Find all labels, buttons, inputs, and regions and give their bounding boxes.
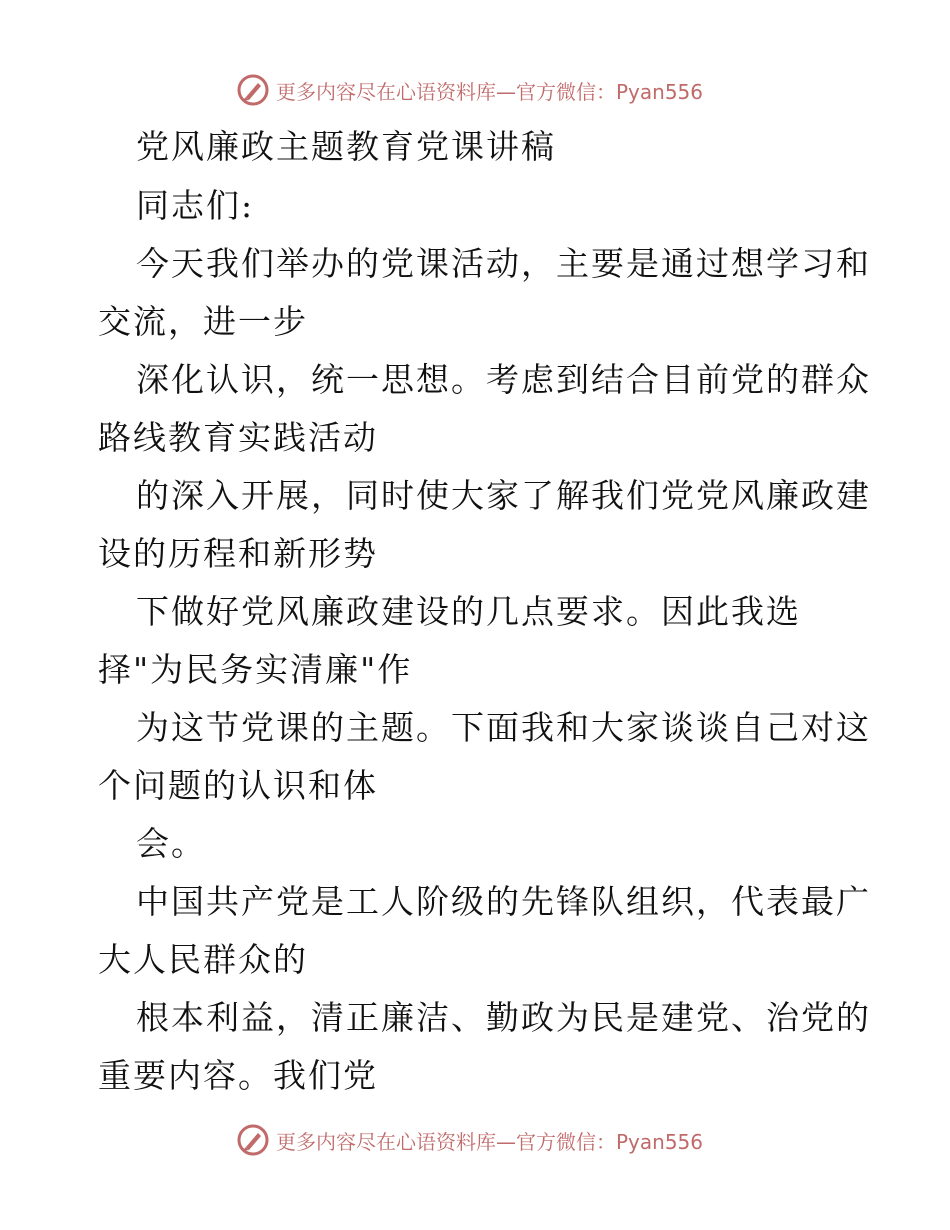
- paragraph-line: 下做好党风廉政建设的几点要求。因此我选: [136, 592, 801, 631]
- paragraph-line: 根本利益，清正廉洁、勤政为民是建党、治党的: [136, 998, 871, 1037]
- paragraph-line: 设的历程和新形势: [98, 534, 378, 573]
- pen-logo-icon: [236, 73, 270, 107]
- paragraph-line: 择"为民务实清廉"作: [98, 650, 413, 689]
- paragraph-line: 重要内容。我们党: [98, 1056, 378, 1095]
- paragraph-line: 个问题的认识和体: [98, 766, 378, 805]
- watermark-banner-top: [236, 72, 703, 108]
- watermark-text: 更多内容尽在心语资料库—官方微信：Pyan556: [276, 1129, 704, 1154]
- paragraph-line: 为这节党课的主题。下面我和大家谈谈自己对这: [136, 708, 871, 747]
- salutation: 同志们:: [136, 186, 255, 225]
- paragraph-line: 大人民群众的: [98, 940, 308, 979]
- pen-logo-icon: [236, 1123, 270, 1157]
- paragraph-line: 会。: [136, 824, 206, 863]
- paragraph-line: 的深入开展，同时使大家了解我们党党风廉政建: [136, 476, 871, 515]
- paragraph-line: 深化认识，统一思想。考虑到结合目前党的群众: [136, 360, 871, 399]
- paragraph-line: 今天我们举办的党课活动，主要是通过想学习和: [136, 244, 871, 283]
- paragraph-line: 路线教育实践活动: [98, 418, 378, 457]
- watermark-text: 更多内容尽在心语资料库—官方微信：Pyan556: [276, 79, 704, 104]
- document-title: 党风廉政主题教育党课讲稿: [136, 127, 556, 166]
- paragraph-line: 交流，进一步: [98, 302, 308, 341]
- watermark-banner-bottom: [236, 1122, 703, 1158]
- paragraph-line: 中国共产党是工人阶级的先锋队组织，代表最广: [136, 882, 871, 921]
